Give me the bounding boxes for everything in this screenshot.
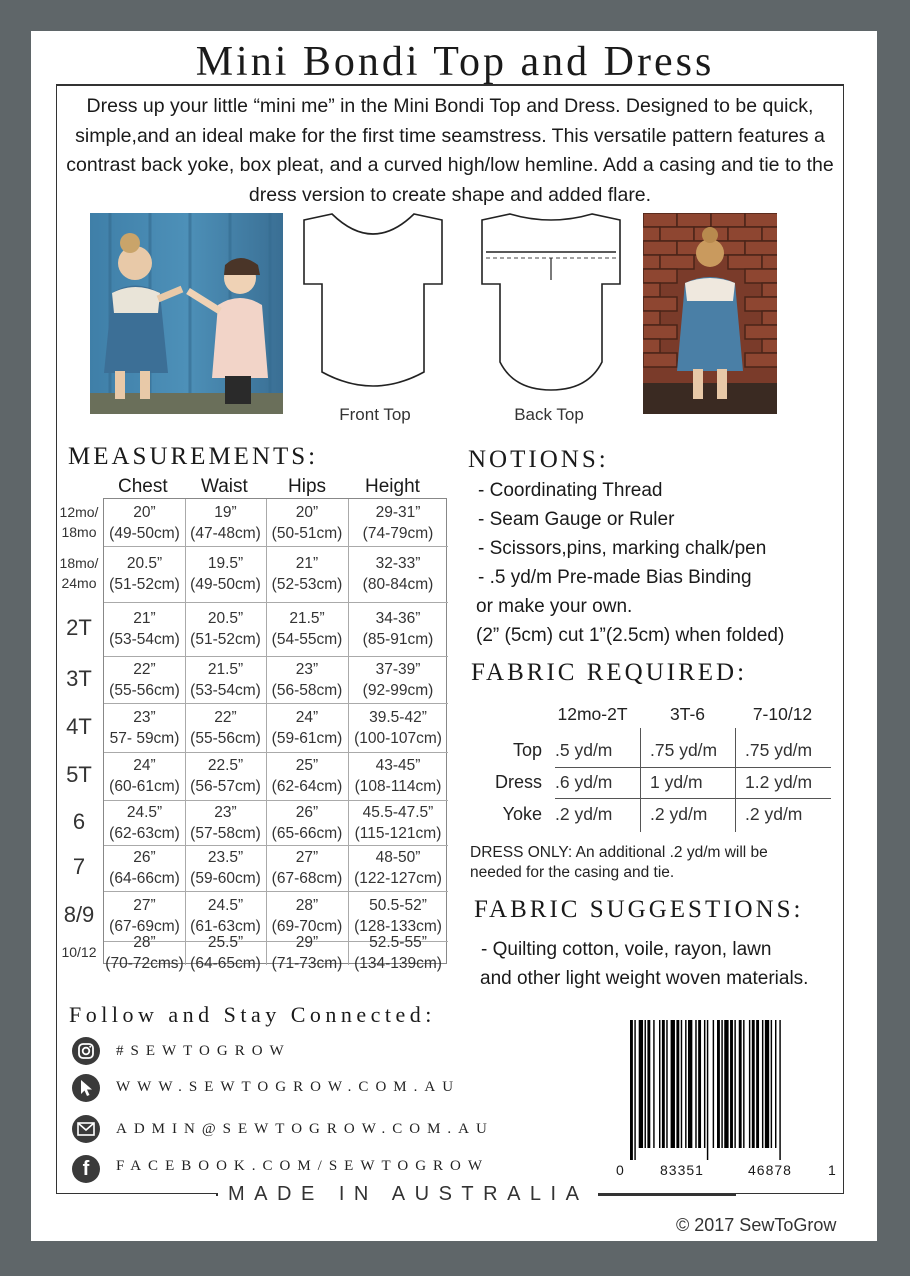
measurement-inches: 32-33” [375,555,421,572]
measurement-cell [104,608,185,650]
fabric-required-heading: FABRIC REQUIRED: [471,659,748,686]
measurement-inches: 34-36” [375,610,421,627]
table-divider [735,728,736,832]
measurement-cm: (52-53cm) [271,576,343,593]
barcode-bar [647,1020,650,1148]
measurement-cell [104,553,185,595]
measurement-cm: (56-57cm) [190,778,261,795]
table-divider [104,752,448,753]
measurement-cell [348,502,448,544]
measurement-inches: 28” [295,897,319,914]
barcode-bar [721,1020,722,1148]
barcode-bar [730,1020,733,1148]
barcode-bar [704,1020,705,1148]
measurement-cm: (59-61cm) [271,729,343,747]
barcode-bar [634,1020,635,1160]
col-chest: Chest [118,476,168,497]
measurement-inches: 24” [295,708,319,726]
cursor-icon[interactable] [72,1074,100,1102]
back-top-caption: Back Top [514,405,584,424]
notions-heading: NOTIONS: [468,446,609,473]
size-label: 10/12 [61,944,97,960]
measurement-cell [104,802,185,844]
measurement-cell [104,659,185,701]
table-divider [104,891,448,892]
measurement-cell [348,608,448,650]
measurement-cm: (100-107cm) [354,729,442,747]
fabric-amount: .75 yd/m [650,740,718,760]
measurement-cm: (54-55cm) [271,631,343,648]
measurement-cell [185,502,266,544]
size-label: 2T [66,615,92,640]
measurement-inches: 19” [214,503,237,521]
fabric-amount: 1.2 yd/m [745,771,813,792]
measurement-inches: 23” [133,708,156,726]
measurement-cm: (80-84cm) [362,576,434,593]
measurement-inches: 21.5” [207,660,244,678]
measurement-cm: (67-69cm) [109,918,180,935]
barcode-bar [749,1020,750,1148]
email-icon[interactable] [72,1115,100,1143]
measurement-inches: 19.5” [207,555,244,572]
fabric-amount: .75 yd/m [745,740,813,760]
table-divider [555,798,831,799]
barcode-bar [724,1020,728,1148]
measurement-cell [185,659,266,701]
measurement-inches: 48-50” [375,849,421,866]
measurement-cell [185,755,266,797]
measurement-cm: (85-91cm) [362,631,434,648]
measurement-cell [266,553,348,595]
measurement-inches: 22” [214,708,237,726]
measurement-cell [266,802,348,844]
barcode-bar [707,1020,708,1160]
measurement-cell [266,608,348,650]
measurement-cell [266,847,348,889]
notion-item: - Scissors,pins, marking chalk/pen [478,538,767,559]
fabric-note: DRESS ONLY: An additional .2 yd/m will be needed for the casing and tie. [470,844,768,881]
measurement-cm: (50-51cm) [271,524,343,542]
fabric-col-header: 7-10/12 [752,704,813,724]
measurement-cell [104,847,185,889]
measurement-cell [266,932,348,974]
fabric-col-header: 3T-6 [669,704,706,724]
measurement-cm: (62-63cm) [109,824,180,842]
measurement-inches: 45.5-47.5” [362,803,434,821]
measurement-cell [185,802,266,844]
measurement-cm: (92-99cm) [362,681,434,699]
measurement-cm: (64-66cm) [109,870,180,887]
measurement-cm: (56-58cm) [271,681,343,699]
measurement-cm: 57- 59cm) [109,729,180,747]
measurements-table [103,498,447,972]
measurement-cell [348,659,448,701]
table-divider [104,602,448,603]
fabric-suggestion-line: - Quilting cotton, voile, rayon, lawn [481,939,772,960]
notion-item: - Coordinating Thread [478,480,663,501]
notion-item: - Seam Gauge or Ruler [478,509,675,530]
barcode-bar [756,1020,759,1148]
barcode-bar [639,1020,643,1148]
front-top-caption: Front Top [339,405,411,424]
size-label: 6 [72,808,86,834]
measurement-cm: (128-133cm) [354,918,442,935]
size-label: 4T [66,713,92,739]
barcode-bar [666,1020,667,1148]
measurement-inches: 23” [295,660,319,678]
measurement-inches: 24.5” [207,897,244,914]
measurement-inches: 29” [295,934,319,951]
size-label: 7 [72,854,86,879]
measurement-cm: (49-50cm) [109,524,180,542]
measurement-cell [266,707,348,749]
measurement-cm: (62-64cm) [271,778,343,795]
barcode-bar [717,1020,720,1148]
fabric-col-header: 12mo-2T [557,704,628,724]
measurement-inches: 21” [295,555,319,572]
measurement-cm: (108-114cm) [354,778,442,795]
fabric-amount: .5 yd/m [555,740,613,760]
size-label: 5T [66,762,92,787]
front-top-sketch [300,212,446,388]
size-label: 18mo/ 24mo [59,555,99,591]
barcode-left-digits: 83351 [660,1162,704,1178]
measurement-inches: 28” [133,934,156,951]
measurement-inches: 39.5-42” [369,708,427,726]
measurement-cell [348,847,448,889]
measurement-cm: (69-70cm) [271,918,343,935]
measurement-cell [185,895,266,937]
barcode-bar [676,1020,679,1148]
barcode-bar [653,1020,654,1148]
instagram-icon[interactable] [72,1037,100,1065]
measurement-cell [104,932,185,974]
fabric-suggestion-line: and other light weight woven materials. [480,968,809,989]
measurement-cm: (64-65cm) [190,955,261,972]
connect-heading: Follow and Stay Connected: [69,1002,436,1027]
barcode-right-digits: 46878 [748,1162,792,1178]
measurement-cell [104,502,185,544]
fabric-amount: .2 yd/m [745,804,803,824]
col-waist: Waist [201,476,248,497]
measurements-heading: MEASUREMENTS: [68,443,319,470]
measurement-inches: 20” [295,503,319,521]
photo-girl-back [643,213,777,414]
measurement-inches: 50.5-52” [369,897,427,914]
measurement-cm: (60-61cm) [109,778,180,795]
measurement-inches: 21.5” [289,610,325,627]
measurement-cm: (53-54cm) [109,631,180,648]
measurement-cell [348,932,448,974]
col-height: Height [365,476,420,497]
copyright: © 2017 SewToGrow [676,1215,837,1235]
measurement-cell [266,895,348,937]
measurement-cell [185,707,266,749]
fabric-row-label: Yoke [502,804,542,824]
measurement-inches: 24” [133,757,156,774]
measurement-inches: 26” [295,803,319,821]
measurement-cm: (55-56cm) [190,729,261,747]
measurement-inches: 23” [214,803,237,821]
barcode-bar [685,1020,686,1148]
measurement-cell [104,755,185,797]
barcode-bar [681,1020,682,1148]
barcode-bar [630,1020,633,1160]
fabric-amount: .6 yd/m [555,771,613,792]
measurement-cm: (49-50cm) [190,576,261,593]
measurement-cm: (47-48cm) [190,524,261,542]
barcode [616,1020,836,1182]
measurement-cell [104,707,185,749]
facebook-icon[interactable]: f [72,1155,100,1183]
measurement-inches: 22.5” [207,757,244,774]
fabric-row-label: Top [512,740,542,760]
measurement-cm: (53-54cm) [190,681,261,699]
measurement-inches: 20.5” [207,610,244,627]
measurement-cell [266,502,348,544]
barcode-bar [762,1020,763,1148]
measurement-cm: (65-66cm) [271,824,343,842]
measurement-inches: 43-45” [375,757,421,774]
measurement-inches: 29-31” [375,503,421,521]
measurement-inches: 20” [133,503,156,521]
measurement-cm: (51-52cm) [190,631,261,648]
table-divider [104,845,448,846]
measurement-cell [185,553,266,595]
table-divider [640,728,641,832]
fabric-row-label: Dress [494,771,542,792]
measurement-cell [104,895,185,937]
measurement-inches: 25.5” [207,934,244,951]
barcode-bar [688,1020,692,1148]
barcode-bar [734,1020,735,1148]
measurement-cell [348,802,448,844]
measurement-cell [185,932,266,974]
barcode-bar [771,1020,772,1148]
measurement-inches: 23.5” [207,849,244,866]
measurement-cell [348,895,448,937]
measurement-cm: (55-56cm) [109,681,180,699]
page-title: Mini Bondi Top and Dress [195,39,715,85]
fabric-suggestions-heading: FABRIC SUGGESTIONS: [474,896,804,923]
barcode-bar [671,1020,675,1148]
facebook-link[interactable]: FACEBOOK.COM/SEWTOGROW [116,1158,490,1174]
col-hips: Hips [288,476,327,497]
barcode-bar [662,1020,665,1148]
measurement-cm: (71-73cm) [271,955,343,972]
measurement-inches: 26” [133,849,156,866]
barcode-bar [695,1020,696,1148]
size-label: 12mo/ 18mo [59,503,99,540]
fabric-amount: .2 yd/m [650,804,708,824]
measurement-cell [348,755,448,797]
measurement-cm: (61-63cm) [190,918,261,935]
table-divider [104,546,448,547]
measurement-cm: (115-121cm) [354,824,442,842]
barcode-bar [752,1020,755,1148]
barcode-bar [698,1020,701,1148]
measurement-cell [185,608,266,650]
measurement-cm: (67-68cm) [271,870,343,887]
measurement-cm: (70-72cms) [105,955,184,972]
fabric-amount: 1 yd/m [650,771,703,792]
measurement-inches: 27” [295,849,319,866]
instagram-handle[interactable]: #SEWTOGROW [116,1043,291,1059]
table-divider [104,656,448,657]
made-in-label: MADE IN AUSTRALIA [218,1183,598,1206]
barcode-bar [779,1020,780,1160]
barcode-bar [775,1020,776,1148]
measurement-inches: 24.5” [126,803,163,821]
notion-item: or make your own. [476,596,633,617]
notion-item: - .5 yd/m Pre-made Bias Binding [478,567,752,588]
website-link[interactable]: WWW.SEWTOGROW.COM.AU [116,1079,461,1095]
measurement-cm: (51-52cm) [109,576,180,593]
size-label: 8/9 [63,902,95,927]
measurement-inches: 25” [295,757,319,774]
measurement-cm: (122-127cm) [354,870,442,887]
measurement-cm: (57-58cm) [190,824,261,842]
intro-text: Dress up your little “mini me” in the Mini Bondi Top and Dress. Designed to be quick, simple,and an ideal make for the first time seamstress. This versatile pattern features a contrast back yoke, box pleat, and a curved high/low hemline. Add a casing and tie to the dress version to create shape and added flare. [66,95,834,206]
barcode-bar [645,1020,646,1148]
back-top-sketch [478,212,624,392]
barcode-bar [765,1020,769,1148]
barcode-bar [739,1020,742,1148]
barcode-bar [743,1020,744,1148]
table-divider [104,703,448,704]
measurement-cm: (134-139cm) [354,955,442,972]
measurement-cell [185,847,266,889]
photo-two-girls [90,213,283,414]
measurement-cell [348,553,448,595]
measurement-inches: 52.5-55” [369,934,427,951]
measurement-cm: (59-60cm) [190,870,261,887]
fabric-amount: .2 yd/m [555,804,613,824]
barcode-bar [659,1020,660,1148]
measurement-inches: 37-39” [375,660,421,678]
measurement-cell [266,659,348,701]
measurement-inches: 27” [133,897,156,914]
barcode-check-digit: 1 [828,1162,836,1178]
barcode-lead-digit: 0 [616,1162,624,1178]
email-link[interactable]: ADMIN@SEWTOGROW.COM.AU [116,1121,494,1137]
barcode-bar [713,1020,714,1148]
measurement-cell [348,707,448,749]
notion-item: (2” (5cm) cut 1”(2.5cm) when folded) [476,625,785,646]
measurement-inches: 22” [133,660,156,678]
table-divider [555,767,831,768]
measurement-cell [266,755,348,797]
measurement-inches: 20.5” [126,555,163,572]
size-label: 3T [66,665,92,691]
measurement-inches: 21” [133,610,156,627]
measurement-cm: (74-79cm) [362,524,434,542]
